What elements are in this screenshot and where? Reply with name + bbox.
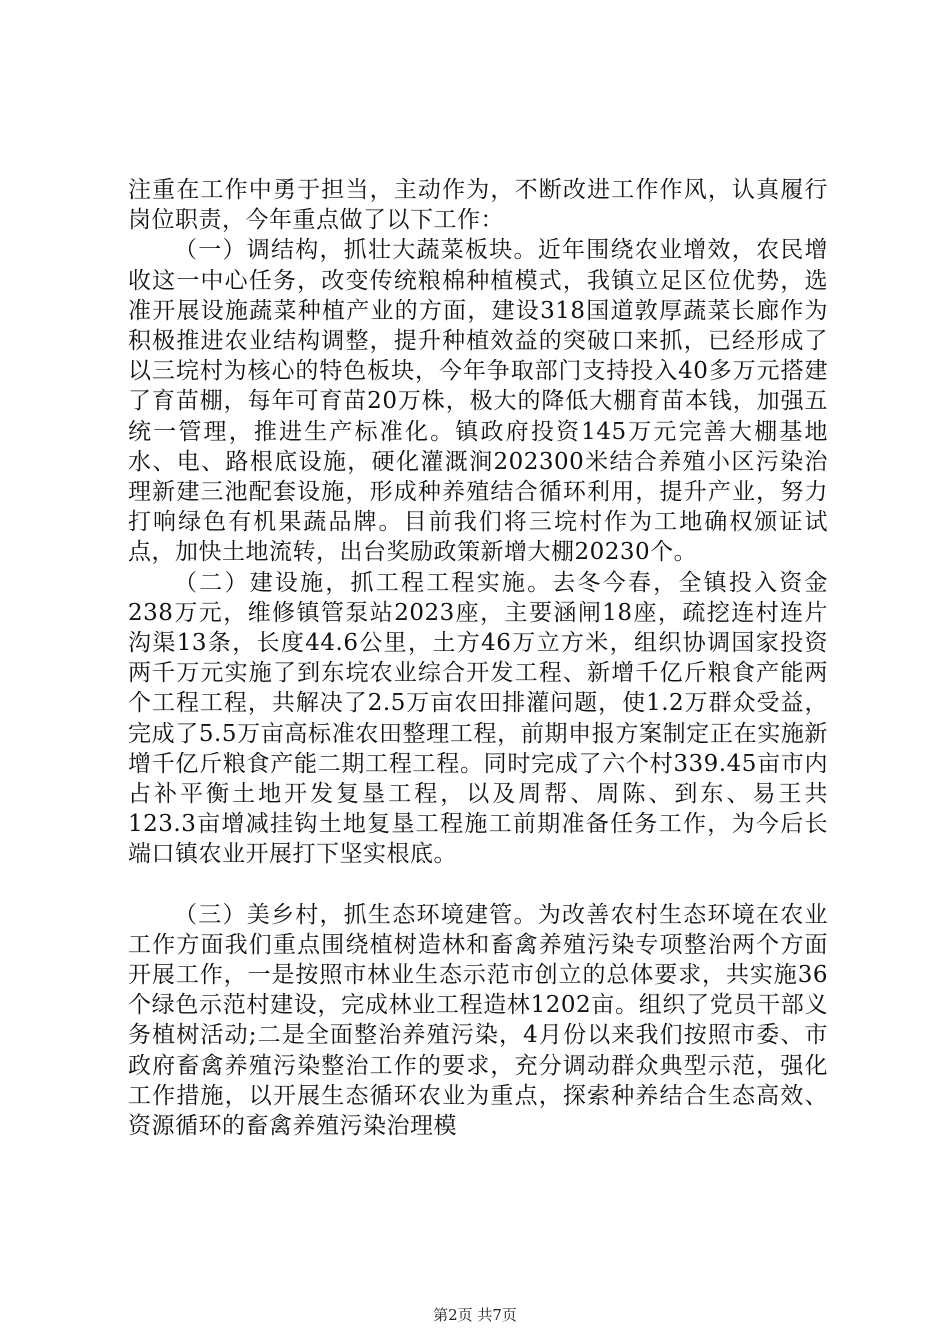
document-body xyxy=(128,175,828,1141)
paragraph-ecological-environment: （三）美乡村，抓生态环境建管。为改善农村生态环境在农业工作方面我们重点围绕植树造林和畜禽养殖污染专项整治两个方面开展工作，一是按照市林业生态示范市创立的总体要求，共实施36个绿色示范村建设，完成林业工程造林1202亩。组织了党员干部义务植树活动;二是全面整治养殖污染，4月份以来我们按照市委、市政府畜禽养殖污染整治工作的要求，充分调动群众典型示范，强化工作措施，以开展生态循环农业为重点，探索种养结合生态高效、资源循环的畜禽养殖污染治理模 xyxy=(128,901,828,1140)
paragraph-vegetable-structure: （一）调结构，抓壮大蔬菜板块。近年围绕农业增效，农民增收这一中心任务，改变传统粮棉种植模式，我镇立足区位优势，选准开展设施蔬菜种植产业的方面，建设318国道敦厚蔬菜长廊作为积极推进农业结构调整，提升种植效益的突破口来抓，已经形成了以三垸村为核心的特色板块，今年争取部门支持投入40多万元搭建了育苗棚，每年可育苗20万株，极大的降低大棚育苗本钱，加强五统一管理，推进生产标准化。镇政府投资145万元完善大棚基地水、电、路根底设施，硬化灌溉涧202300米结合养殖小区污染治理新建三池配套设施，形成种养殖结合循环利用，提升产业，努力打响绿色有机果蔬品牌。目前我们将三垸村作为工地确权颁证试点，加快土地流转，出台奖励政策新增大棚20230个。 xyxy=(128,237,828,566)
page-number-footer: 第2页 共7页 xyxy=(433,1306,517,1324)
paragraph-continuation: 注重在工作中勇于担当，主动作为，不断改进工作作风，认真履行岗位职责，今年重点做了以下工作： xyxy=(128,177,828,234)
paragraph-facility-construction: （二）建设施，抓工程工程实施。去冬今春，全镇投入资金238万元，维修镇管泵站2023座，主要涵闸18座，疏挖连村连片沟渠13条，长度44.6公里，土方46万立方米，组织协调国家投资两千万元实施了到东垸农业综合开发工程、新增千亿斤粮食产能两个工程工程，共解决了2.5万亩农田排灌问题，使1.2万群众受益，完成了5.5万亩高标准农田整理工程，前期申报方案制定正在实施新增千亿斤粮食产能二期工程工程。同时完成了六个村339.45亩市内占补平衡土地开发复垦工程，以及周帮、周陈、到东、易王共123.3亩增减挂钩土地复垦工程施工前期准备任务工作，为今后长端口镇农业开展打下坚实根底。 xyxy=(128,569,828,868)
